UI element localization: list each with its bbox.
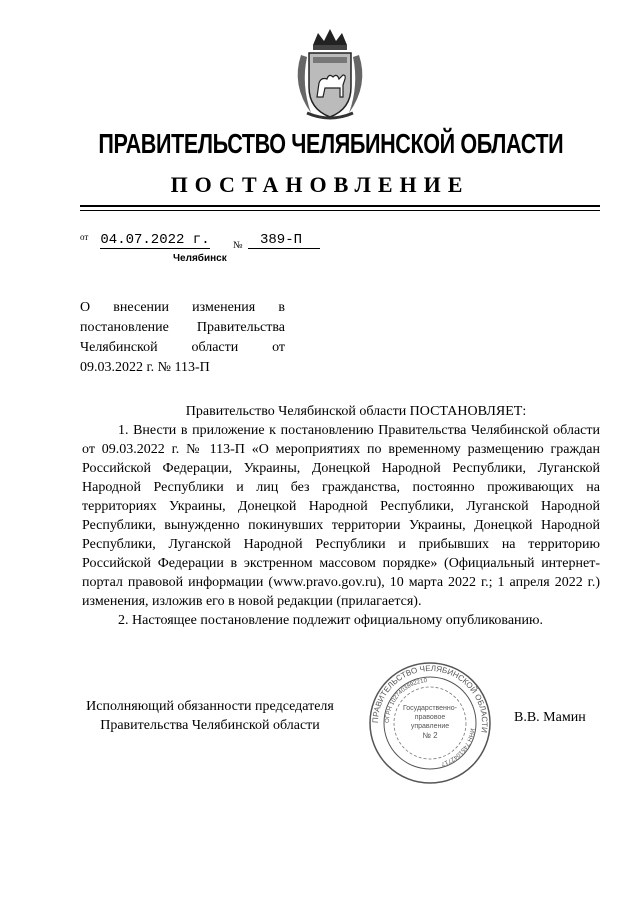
body-item-2: 2. Настоящее постановление подлежит официальному опубликованию.: [118, 613, 543, 628]
header-rule: [80, 205, 600, 207]
number-prefix: №: [233, 240, 243, 251]
city-name: Челябинск: [173, 253, 227, 264]
stamp-ogrn: ОГРН 1027403892210: [384, 678, 428, 724]
stamp-inner-line3: управление: [410, 723, 450, 730]
document-date: 04.07.2022 г.: [100, 232, 210, 248]
signer-title: [70, 697, 350, 735]
body-intro: Правительство Челябинской области ПОСТАНОВЛЯЕТ:: [185, 404, 527, 419]
document-body: [82, 402, 600, 630]
document-type: ПОСТАНОВЛЕНИЕ: [170, 172, 470, 197]
official-stamp: [365, 658, 495, 788]
stamp-outer-text: ПРАВИТЕЛЬСТВО ЧЕЛЯБИНСКОЙ ОБЛАСТИ: [370, 663, 490, 734]
stamp-inner-line1: Государственно-: [402, 705, 458, 712]
organization-title: ПРАВИТЕЛЬСТВО ЧЕЛЯБИНСКОЙ ОБЛАСТИ: [98, 128, 564, 159]
signer-title-line1: Исполняющий обязанности председателя: [86, 699, 334, 714]
stamp-inner-line4: № 2: [422, 731, 438, 740]
body-item-1: 1. Внести в приложение к постановлению Правительства Челябинской области от 09.03.2022 г. № 113-П «О мероприятиях по временному размещению граждан Российской Федерации, Украины, Донецкой Народной Республики, Луганской Народной Республики и лиц без гражданства, постоянно проживающих на территориях Украины, Донецкой Народной Республики, Луганской Народной Республики, вынужденно покинувших территории Украины, Донецкой Народной Республики, Луганской Народной Республики и прибывших на территорию Российской Федерации в экстренном массовом порядке» (Официальный интернет-портал правовой информации (www.pravo.gov.ru), 10 марта 2022 г.; 1 апреля 2022 г.) изменения, изложив его в новой редакции (прилагается).: [82, 423, 600, 609]
document-number: 389-П: [248, 232, 320, 249]
document-subject: О внесении изменения в постановление Правительства Челябинской области от 09.03.2022 г. № 113-П: [80, 300, 285, 375]
date-prefix: от: [80, 232, 89, 242]
stamp-inn: ИНН 7451042717: [440, 727, 475, 767]
chelyabinsk-coat-of-arms-icon: [285, 25, 375, 125]
header-rule-thin: [80, 210, 600, 211]
signer-name: В.В. Мамин: [514, 710, 586, 725]
stamp-inner-line2: правовое: [414, 714, 446, 721]
signer-title-line2: Правительства Челябинской области: [100, 718, 320, 733]
